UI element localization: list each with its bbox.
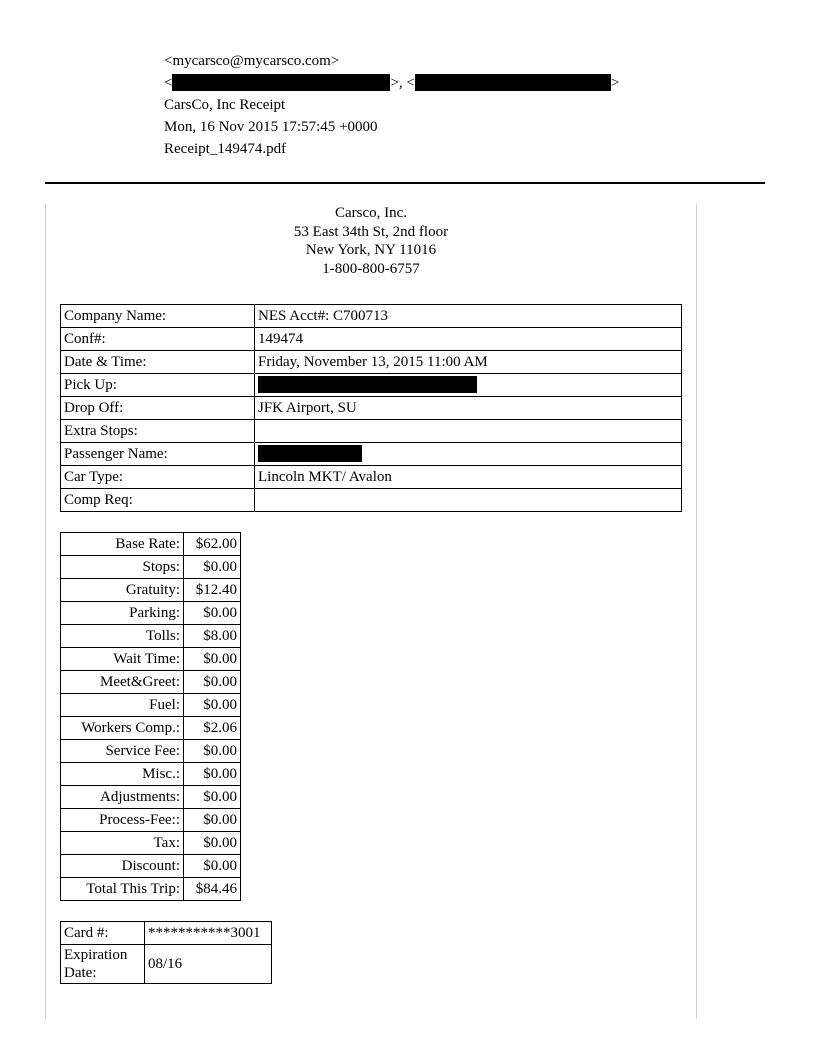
card-number-label: Card #: — [61, 922, 145, 945]
field-value — [255, 443, 682, 466]
field-value: JFK Airport, SU — [255, 397, 682, 420]
field-label: Pick Up: — [61, 374, 255, 397]
company-address-line2: New York, NY 11016 — [305, 242, 437, 258]
table-row — [61, 625, 241, 648]
field-value: Lincoln MKT/ Avalon — [255, 466, 682, 489]
table-row — [61, 305, 682, 328]
field-label: Car Type: — [61, 466, 255, 489]
table-row — [61, 443, 682, 466]
table-row — [61, 694, 241, 717]
field-label: Drop Off: — [61, 397, 255, 420]
table-row — [61, 328, 682, 351]
table-row — [61, 489, 682, 512]
company-phone: 1-800-800-6757 — [322, 260, 420, 277]
fee-label: Fuel: — [61, 694, 184, 717]
redacted-passenger-name — [258, 445, 362, 462]
fee-label: Base Rate: — [61, 533, 184, 556]
table-row — [61, 420, 682, 443]
field-label: Company Name: — [61, 305, 255, 328]
fee-value: $0.00 — [184, 648, 241, 671]
fee-value: $0.00 — [184, 809, 241, 832]
field-value: 149474 — [255, 328, 682, 351]
receipt-body — [45, 204, 697, 1019]
field-value — [255, 420, 682, 443]
redacted-recipient-2 — [415, 74, 611, 91]
payment-card-table — [60, 921, 272, 984]
total-row — [61, 878, 241, 901]
expiration-value: 08/16 — [145, 945, 272, 984]
redacted-recipient-1 — [172, 74, 390, 91]
table-row — [61, 922, 272, 945]
trip-details-table — [60, 304, 682, 512]
fee-label: Stops: — [61, 556, 184, 579]
field-label: Date & Time: — [61, 351, 255, 374]
table-row — [61, 717, 241, 740]
date-text: Mon, 16 Nov 2015 17:57:45 +0000 — [164, 119, 378, 135]
table-row — [61, 533, 241, 556]
fee-label: Process-Fee:: — [61, 809, 184, 832]
attachment-filename[interactable]: Receipt_149474.pdf — [164, 141, 287, 157]
table-row — [61, 786, 241, 809]
fee-value: $0.00 — [184, 855, 241, 878]
fee-value: $62.00 — [184, 533, 241, 556]
table-row — [61, 374, 682, 397]
fee-label: Adjustments: — [61, 786, 184, 809]
table-row — [61, 740, 241, 763]
table-row — [61, 556, 241, 579]
to-open-bracket: < — [164, 75, 173, 91]
fee-label: Gratuity: — [61, 579, 184, 602]
fee-value: $0.00 — [184, 671, 241, 694]
to-recipients — [164, 75, 619, 92]
fee-label: Workers Comp.: — [61, 717, 184, 740]
fee-value: $12.40 — [184, 579, 241, 602]
table-row — [61, 397, 682, 420]
field-label: Passenger Name: — [61, 443, 255, 466]
field-label: Extra Stops: — [61, 420, 255, 443]
table-row — [61, 579, 241, 602]
fee-value: $0.00 — [184, 763, 241, 786]
company-name: Carsco, Inc. — [334, 205, 408, 221]
table-row — [61, 648, 241, 671]
field-label: Conf#: — [61, 328, 255, 351]
fees-table — [60, 532, 241, 901]
fee-value: $0.00 — [184, 694, 241, 717]
fee-value: $0.00 — [184, 602, 241, 625]
table-row — [61, 855, 241, 878]
company-block — [46, 204, 696, 278]
table-row — [61, 671, 241, 694]
fee-label: Wait Time: — [61, 648, 184, 671]
card-number-value: ***********3001 — [145, 922, 272, 945]
fee-value: $0.00 — [184, 740, 241, 763]
total-value: $84.46 — [184, 878, 241, 901]
table-row — [61, 351, 682, 374]
expiration-label: Expiration Date: — [61, 945, 145, 984]
fee-value: $8.00 — [184, 625, 241, 648]
fee-value: $0.00 — [184, 832, 241, 855]
table-row — [61, 945, 272, 984]
fee-value: $2.06 — [184, 717, 241, 740]
fee-label: Tax: — [61, 832, 184, 855]
company-address-line1: 53 East 34th St, 2nd floor — [293, 223, 449, 240]
field-value — [255, 374, 682, 397]
fee-label: Discount: — [61, 855, 184, 878]
table-row — [61, 832, 241, 855]
table-row — [61, 763, 241, 786]
fee-label: Parking: — [61, 602, 184, 625]
table-row — [61, 602, 241, 625]
field-value: Friday, November 13, 2015 11:00 AM — [255, 351, 682, 374]
table-row — [61, 809, 241, 832]
field-value — [255, 489, 682, 512]
fee-label: Tolls: — [61, 625, 184, 648]
fee-value: $0.00 — [184, 556, 241, 579]
fee-label: Service Fee: — [61, 740, 184, 763]
subject-text: CarsCo, Inc Receipt — [164, 97, 286, 113]
from-address: <mycarsco@mycarsco.com> — [164, 53, 340, 69]
total-label: Total This Trip: — [61, 878, 184, 901]
fee-label: Misc.: — [61, 763, 184, 786]
field-value: NES Acct#: C700713 — [255, 305, 682, 328]
fee-value: $0.00 — [184, 786, 241, 809]
fee-label: Meet&Greet: — [61, 671, 184, 694]
redacted-pickup — [258, 376, 477, 393]
to-close-bracket: > — [610, 75, 620, 91]
field-label: Comp Req: — [61, 489, 255, 512]
to-separator: >, < — [390, 75, 415, 91]
table-row — [61, 466, 682, 489]
header-divider — [45, 182, 765, 184]
